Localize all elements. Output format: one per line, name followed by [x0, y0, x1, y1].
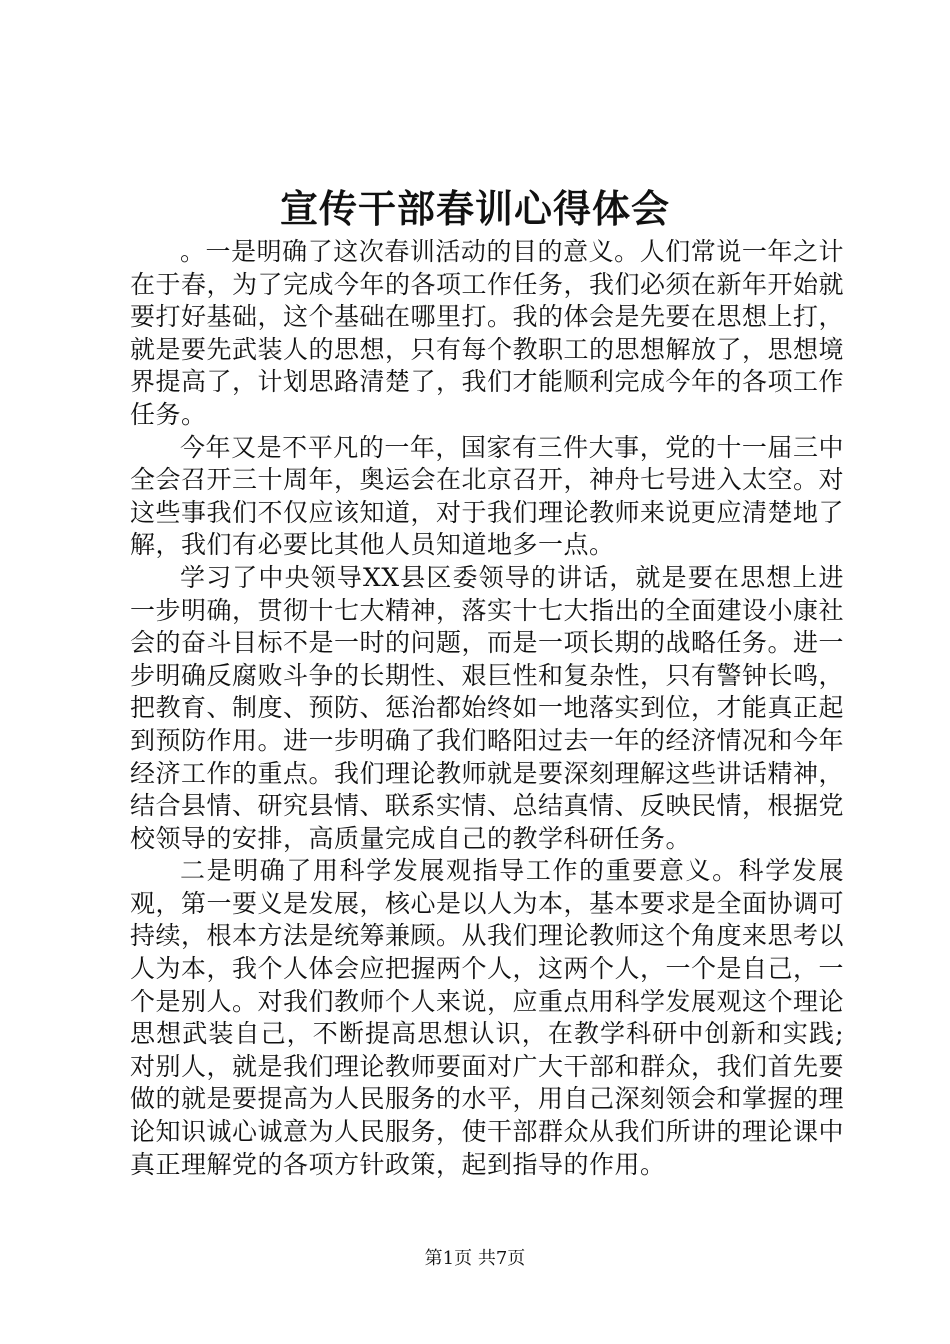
paragraph-4: 二是明确了用科学发展观指导工作的重要意义。科学发展观，第一要义是发展，核心是以人为本，基本要求是全面协调可持续，根本方法是统筹兼顾。从我们理论教师这个角度来思考以人为本，我个人体会应把握两个人，这两个人，一个是自己，一个是别人。对我们教师个人来说，应重点用科学发展观这个理论思想武装自己，不断提高思想认识，在教学科研中创新和实践;对别人，就是我们理论教师要面对广大干部和群众，我们首先要做的就是要提高为人民服务的水平，用自己深刻领会和掌握的理论知识诚心诚意为人民服务，使干部群众从我们所讲的理论课中真正理解党的各项方针政策，起到指导的作用。 [130, 856, 845, 1179]
document-title: 宣传干部春训心得体会 [279, 186, 670, 231]
paragraph-2: 今年又是不平凡的一年，国家有三件大事，党的十一届三中全会召开三十周年，奥运会在北京召开，神舟七号进入太空。对这些事我们不仅应该知道，对于我们理论教师来说更应清楚地了解，我们有必要比其他人员知道地多一点。 [130, 432, 845, 560]
page-number: 第1页 共7页 [424, 1248, 526, 1269]
page-footer [0, 1247, 950, 1271]
document-body [130, 236, 844, 1181]
paragraph-1: 。一是明确了这次春训活动的目的意义。人们常说一年之计在于春，为了完成今年的各项工作任务，我们必须在新年开始就要打好基础，这个基础在哪里打。我的体会是先要在思想上打，就是要先武装人的思想，只有每个教职工的思想解放了，思想境界提高了，计划思路清楚了，我们才能顺利完成今年的各项工作任务。 [130, 237, 845, 429]
paragraph-3: 学习了中央领导XX县区委领导的讲话，就是要在思想上进一步明确，贯彻十七大精神，落实十七大指出的全面建设小康社会的奋斗目标不是一时的问题，而是一项长期的战略任务。进一步明确反腐败斗争的长期性、艰巨性和复杂性，只有警钟长鸣，把教育、制度、预防、惩治都始终如一地落实到位，才能真正起到预防作用。进一步明确了我们略阳过去一年的经济情况和今年经济工作的重点。我们理论教师就是要深刻理解这些讲话精神，结合县情、研究县情、联系实情、总结真情、反映民情，根据党校领导的安排，高质量完成自己的教学科研任务。 [130, 562, 845, 853]
